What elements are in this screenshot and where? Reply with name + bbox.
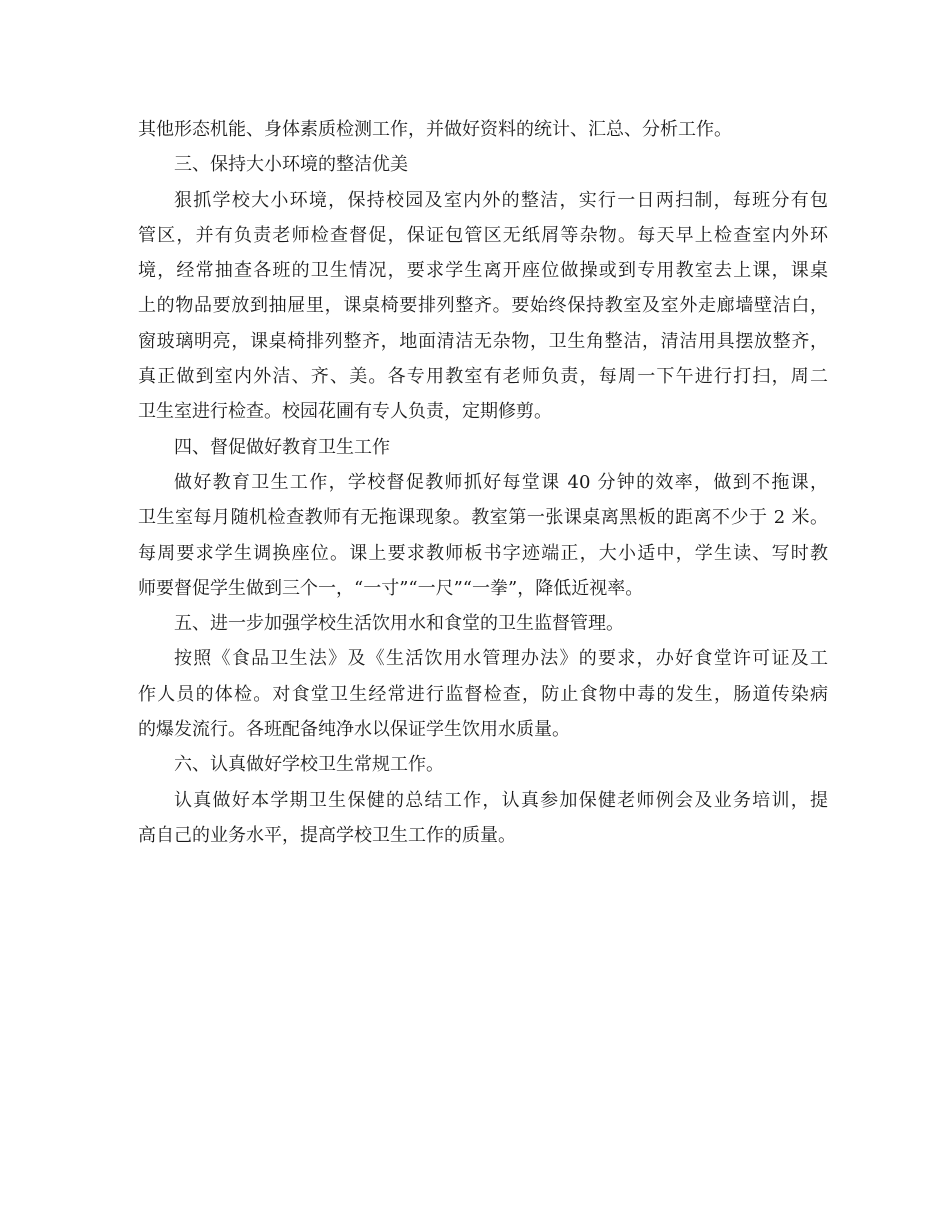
body-line: 卫生室进行检查。校园花圃有专人负责，定期修剪。	[138, 401, 552, 423]
body-line: 做好教育卫生工作，学校督促教师抓好每堂课 40 分钟的效率，做到不拖课，	[174, 471, 828, 493]
body-line: 按照《食品卫生法》及《生活饮用水管理办法》的要求，办好食堂许可证及工	[174, 648, 828, 670]
body-line: 高自己的业务水平，提高学校卫生工作的质量。	[138, 824, 516, 846]
section-heading: 六、认真做好学校卫生常规工作。	[174, 754, 444, 776]
section-heading: 三、保持大小环境的整洁优美	[174, 154, 408, 176]
section-heading: 四、督促做好教育卫生工作	[174, 436, 390, 458]
body-line: 狠抓学校大小环境，保持校园及室内外的整洁，实行一日两扫制，每班分有包	[174, 189, 828, 211]
body-line: 其他形态机能、身体素质检测工作，并做好资料的统计、汇总、分析工作。	[138, 119, 732, 140]
body-line: 上的物品要放到抽屉里，课桌椅要排列整齐。要始终保持教室及室外走廊墙壁洁白，	[138, 295, 828, 317]
section-heading: 五、进一步加强学校生活饮用水和食堂的卫生监督管理。	[174, 613, 624, 635]
body-line: 境，经常抽查各班的卫生情况，要求学生离开座位做操或到专用教室去上课，课桌	[138, 260, 828, 282]
body-line: 真正做到室内外洁、齐、美。各专用教室有老师负责，每周一下午进行打扫，周二	[138, 366, 828, 388]
body-line: 窗玻璃明亮，课桌椅排列整齐，地面清洁无杂物，卫生角整洁，清洁用具摆放整齐，	[138, 330, 828, 352]
body-line: 管区，并有负责老师检查督促，保证包管区无纸屑等杂物。每天早上检查室内外环	[138, 224, 828, 246]
body-line: 的爆发流行。各班配备纯净水以保证学生饮用水质量。	[138, 719, 570, 741]
body-line: 认真做好本学期卫生保健的总结工作，认真参加保健老师例会及业务培训，提	[174, 789, 828, 811]
body-line: 每周要求学生调换座位。课上要求教师板书字迹端正，大小适中，学生读、写时教	[138, 542, 828, 564]
body-line: 作人员的体检。对食堂卫生经常进行监督检查，防止食物中毒的发生，肠道传染病	[138, 683, 828, 705]
body-line: 卫生室每月随机检查教师有无拖课现象。教室第一张课桌离黑板的距离不少于 2 米。	[138, 507, 828, 529]
document-body	[138, 112, 828, 853]
body-line: 师要督促学生做到三个一，“一寸”“一尺”“一拳”，降低近视率。	[138, 577, 644, 599]
